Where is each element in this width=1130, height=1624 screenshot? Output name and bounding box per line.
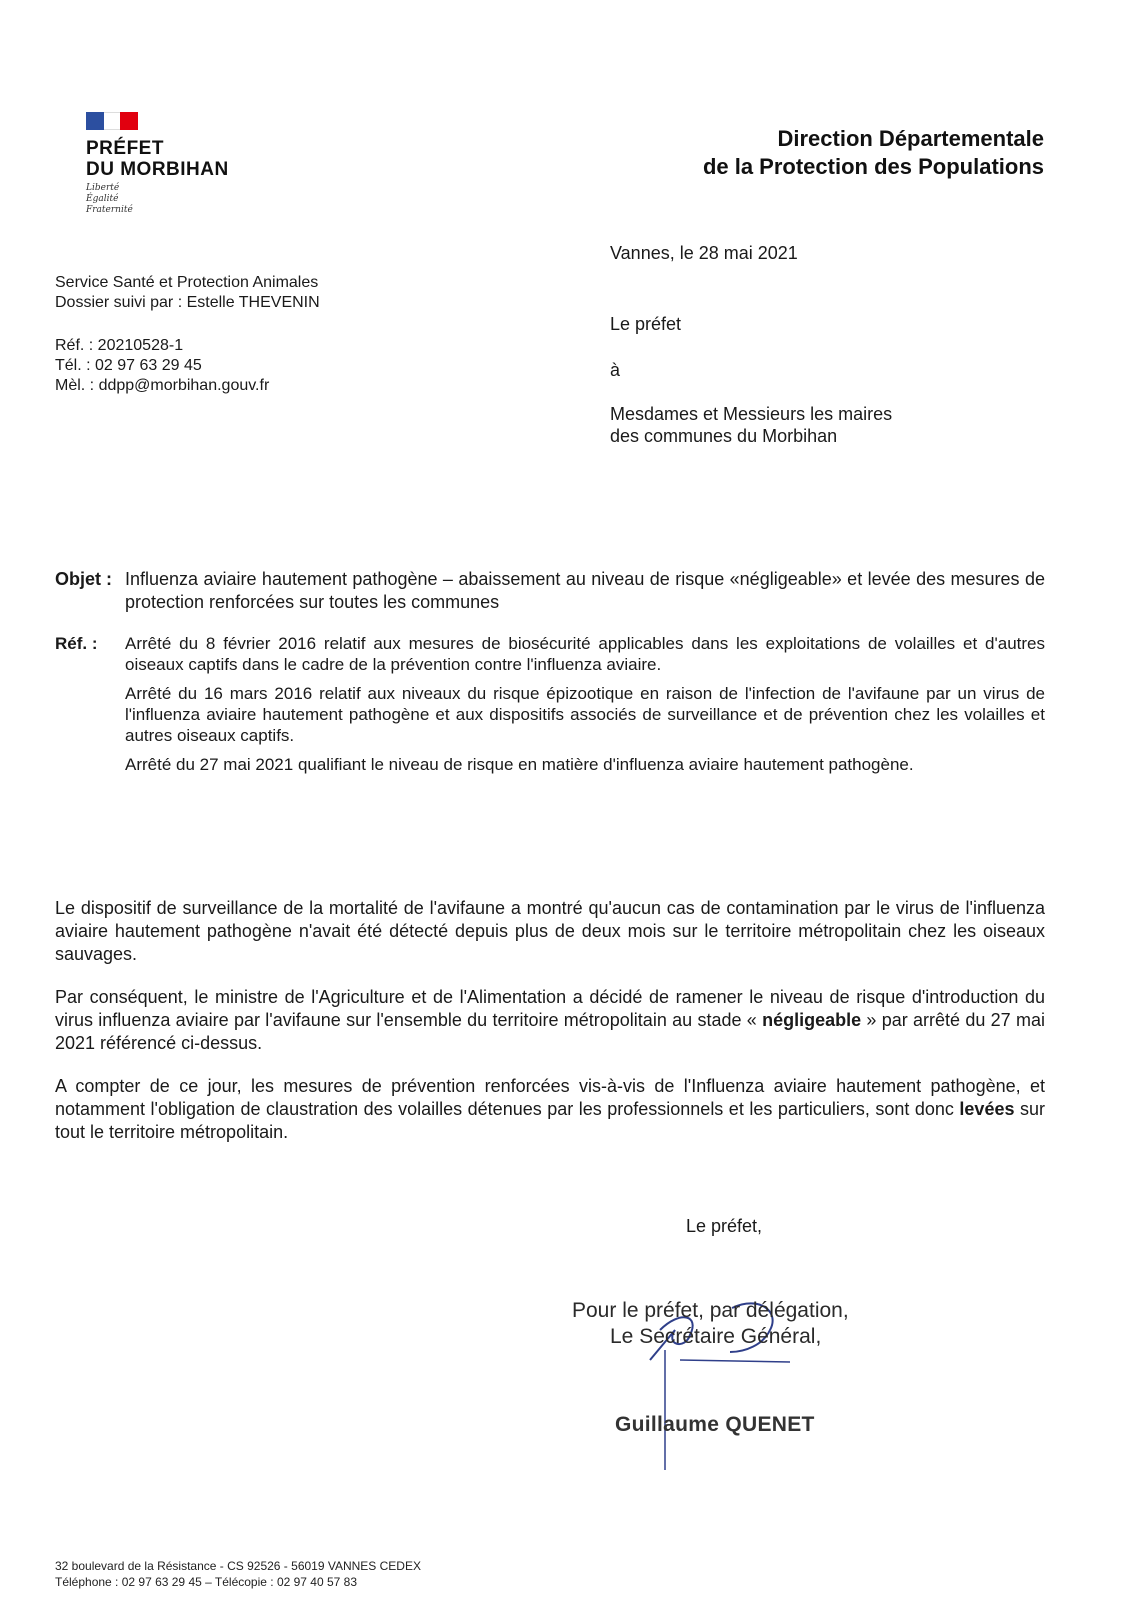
references-label: Réf. : <box>55 634 98 653</box>
footer-line-2: Téléphone : 02 97 63 29 45 – Télécopie : 02 97 40 57 83 <box>55 1575 358 1589</box>
references-list <box>125 633 1045 783</box>
footer-line-1: 32 boulevard de la Résistance - CS 92526 - 56019 VANNES CEDEX <box>55 1559 421 1573</box>
republic-flag-icon <box>86 112 138 130</box>
subject-text: Influenza aviaire hautement pathogène – abaissement au niveau de risque «négligeable» et levée des mesures de protection renforcées sur toutes les communes <box>125 569 1045 612</box>
reference-item: Arrêté du 27 mai 2021 qualifiant le niveau de risque en matière d'influenza aviaire hautement pathogène. <box>125 755 914 774</box>
sender: Le préfet <box>610 314 682 334</box>
signatory-title: Le préfet, <box>686 1216 763 1236</box>
footer-address <box>55 1558 421 1590</box>
contact-info <box>55 336 269 396</box>
p2-text-b: » par arrêté du 27 mai 2021 référencé ci-dessus. <box>55 1010 1045 1053</box>
p2-text-a: Par conséquent, le ministre de l'Agriculture et de l'Alimentation a décidé de ramener le niveau de risque d'introduction du virus influenza aviaire par l'avifaune sur l'ensemble du territoire métropolitain au stade « <box>55 987 1045 1030</box>
body-paragraph-1: Le dispositif de surveillance de la mortalité de l'avifaune a montré qu'aucun cas de contamination par le virus de l'influenza aviaire hautement pathogène n'avait été détecté depuis plus de deux mois sur le territoire métropolitain chez les oiseaux sauvages. <box>55 898 1045 964</box>
service-name: Service Santé et Protection Animales <box>55 274 319 291</box>
p3-text-a: A compter de ce jour, les mesures de prévention renforcées vis-à-vis de l'Influenza aviaire hautement pathogène, et notamment l'obligation de claustration des volailles détenues par les professionnels et les particuliers, sont donc <box>55 1076 1045 1119</box>
recipient-line-1: Mesdames et Messieurs les maires <box>610 404 893 424</box>
motto-egalite: Égalité <box>86 194 119 204</box>
motto-liberte: Liberté <box>86 183 120 193</box>
republic-motto <box>86 183 229 216</box>
case-handler: Dossier suivi par : Estelle THEVENIN <box>55 294 320 311</box>
reference-item: Arrêté du 16 mars 2016 relatif aux niveaux du risque épizootique en raison de l'infection de l'avifaune par un virus de l'influenza aviaire hautement pathogène et aux dispositifs associés de surveillance et de prévention chez les volailles et autres oiseaux captifs. <box>125 684 1045 745</box>
signatory-name: Guillaume QUENET <box>615 1413 815 1436</box>
service-info <box>55 273 320 313</box>
motto-fraternite: Fraternité <box>86 205 133 215</box>
logo-title <box>86 138 229 180</box>
recipient-line-2: des communes du Morbihan <box>610 426 838 446</box>
email-address: Mèl. : ddpp@morbihan.gouv.fr <box>55 377 270 394</box>
letter-date: Vannes, le 28 mai 2021 <box>610 243 798 263</box>
letter-body <box>55 897 1045 1164</box>
logo-line-1: PRÉFET <box>86 138 164 159</box>
issuing-department <box>703 125 1044 181</box>
reference-number: Réf. : 20210528-1 <box>55 337 184 354</box>
subject-label: Objet : <box>55 569 112 589</box>
body-paragraph-3 <box>55 1075 1045 1144</box>
to-word: à <box>610 360 621 380</box>
p2-bold: négligeable <box>762 1010 862 1030</box>
reference-item: Arrêté du 8 février 2016 relatif aux mesures de biosécurité applicables dans les exploitations de volailles et d'autres oiseaux captifs dans le cadre de la prévention contre l'influenza aviaire. <box>125 634 1045 674</box>
addressee-block <box>610 313 892 447</box>
body-paragraph-2 <box>55 986 1045 1055</box>
prefecture-logo <box>86 112 229 216</box>
delegation-text <box>572 1298 849 1350</box>
subject-block <box>55 568 1045 614</box>
references-block <box>55 633 1045 783</box>
p3-text-b: sur tout le territoire métropolitain. <box>55 1099 1045 1142</box>
p3-bold: levées <box>959 1099 1015 1119</box>
delegation-line-1: Pour le préfet, par délégation, <box>572 1299 849 1322</box>
delegation-line-2: Le Secrétaire Général, <box>610 1325 822 1348</box>
org-line-2: de la Protection des Populations <box>702 154 1044 179</box>
phone-number: Tél. : 02 97 63 29 45 <box>55 357 202 374</box>
org-line-1: Direction Départementale <box>777 126 1044 151</box>
logo-line-2: DU MORBIHAN <box>86 159 229 180</box>
